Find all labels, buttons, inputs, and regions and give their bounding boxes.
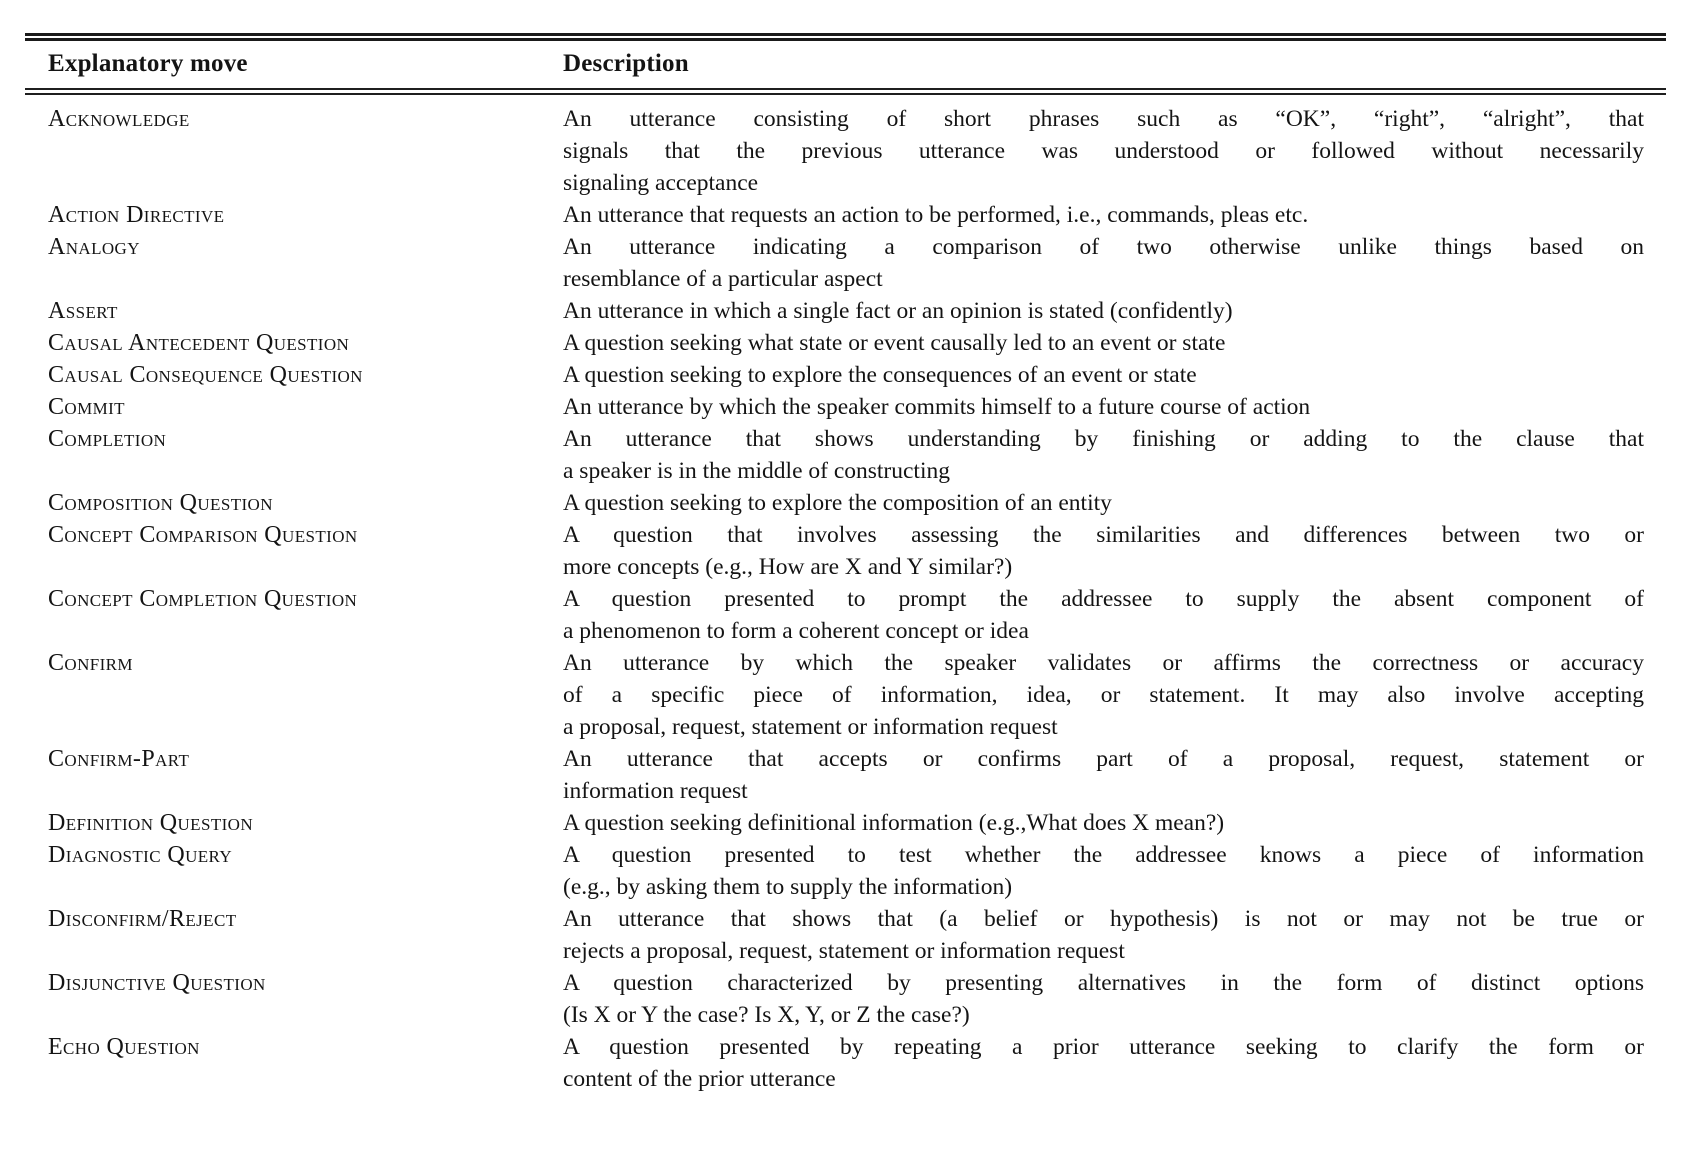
description-line: information request [563,778,748,804]
column-header-explanatory-move: Explanatory move [48,50,248,77]
description-line: a speaker is in the middle of constructing [563,458,950,484]
description-cell [563,903,1644,967]
table-row [25,487,1666,519]
description-line: A question presented to test whether the addressee knows a piece of information [563,842,1644,868]
description-line: A question seeking what state or event causally led to an event or state [563,330,1226,356]
move-cell: Causal Consequence Question [48,362,363,388]
description-line: An utterance that requests an action to be performed, i.e., commands, pleas etc. [563,202,1309,228]
description-line: A question characterized by presenting alternatives in the form of distinct options [563,970,1644,996]
table-body [25,95,1666,1095]
move-cell: Commit [48,394,125,420]
description-cell [563,743,1644,807]
description-line: An utterance that shows understanding by finishing or adding to the clause that [563,426,1644,452]
table-row [25,199,1666,231]
move-cell: Analogy [48,234,140,260]
description-cell [563,391,1644,423]
move-cell: Echo Question [48,1034,200,1060]
table-row [25,295,1666,327]
move-cell: Action Directive [48,202,225,228]
description-cell [563,103,1644,199]
table-row [25,519,1666,583]
description-line: resemblance of a particular aspect [563,266,883,292]
description-cell [563,583,1644,647]
table-row [25,327,1666,359]
description-line: signaling acceptance [563,170,759,196]
description-line: A question seeking definitional information (e.g.,What does X mean?) [563,810,1225,836]
description-line: An utterance indicating a comparison of two otherwise unlike things based on [563,234,1644,260]
description-cell [563,487,1644,519]
description-cell [563,967,1644,1031]
table-row [25,1031,1666,1095]
description-line: more concepts (e.g., How are X and Y similar?) [563,554,1013,580]
table-row [25,231,1666,295]
move-cell: Confirm-Part [48,746,190,772]
header-separator-rule [25,88,1666,95]
move-cell: Disconfirm/Reject [48,906,237,932]
move-cell: Definition Question [48,810,254,836]
description-line: A question seeking to explore the consequences of an event or state [563,362,1197,388]
table-header-row [25,41,1666,88]
table-row [25,359,1666,391]
move-cell: Confirm [48,650,133,676]
table-row [25,583,1666,647]
description-cell [563,231,1644,295]
table-row [25,807,1666,839]
description-line: An utterance consisting of short phrases such as “OK”, “right”, “alright”, that [563,106,1644,132]
description-cell [563,295,1644,327]
description-cell [563,519,1644,583]
description-line: (e.g., by asking them to supply the information) [563,874,1013,900]
description-cell [563,199,1644,231]
description-line: A question that involves assessing the similarities and differences between two or [563,522,1644,548]
description-line: An utterance in which a single fact or an opinion is stated (confidently) [563,298,1233,324]
description-line: An utterance by which the speaker commits himself to a future course of action [563,394,1311,420]
table-row [25,903,1666,967]
description-line: A question presented by repeating a prior utterance seeking to clarify the form or [563,1034,1644,1060]
column-header-description: Description [563,50,689,77]
description-line: (Is X or Y the case? Is X, Y, or Z the case?) [563,1002,970,1028]
description-cell [563,1031,1644,1095]
description-line: signals that the previous utterance was understood or followed without necessarily [563,138,1644,164]
description-line: of a specific piece of information, idea, or statement. It may also involve accepting [563,682,1644,708]
move-cell: Acknowledge [48,106,190,132]
move-cell: Diagnostic Query [48,842,233,868]
description-line: A question seeking to explore the composition of an entity [563,490,1112,516]
description-line: a proposal, request, statement or information request [563,714,1058,740]
description-cell [563,807,1644,839]
description-line: rejects a proposal, request, statement or information request [563,938,1125,964]
description-line: An utterance that accepts or confirms part of a proposal, request, statement or [563,746,1644,772]
table-top-rule [25,33,1666,41]
description-line: An utterance by which the speaker validates or affirms the correctness or accuracy [563,650,1644,676]
move-cell: Disjunctive Question [48,970,266,996]
description-cell [563,839,1644,903]
description-line: a phenomenon to form a coherent concept or idea [563,618,1029,644]
move-cell: Completion [48,426,167,452]
move-cell: Assert [48,298,118,324]
move-cell: Concept Comparison Question [48,522,358,548]
table-row [25,103,1666,199]
table-row [25,839,1666,903]
table-row [25,647,1666,743]
table-row [25,743,1666,807]
table-row [25,967,1666,1031]
description-cell [563,647,1644,743]
table-row [25,391,1666,423]
table-row [25,423,1666,487]
move-cell: Concept Completion Question [48,586,358,612]
description-cell [563,327,1644,359]
move-cell: Causal Antecedent Question [48,330,350,356]
description-cell [563,423,1644,487]
description-line: content of the prior utterance [563,1066,836,1092]
description-line: A question presented to prompt the addressee to supply the absent component of [563,586,1644,612]
description-cell [563,359,1644,391]
description-line: An utterance that shows that (a belief or hypothesis) is not or may not be true or [563,906,1644,932]
move-cell: Composition Question [48,490,273,516]
